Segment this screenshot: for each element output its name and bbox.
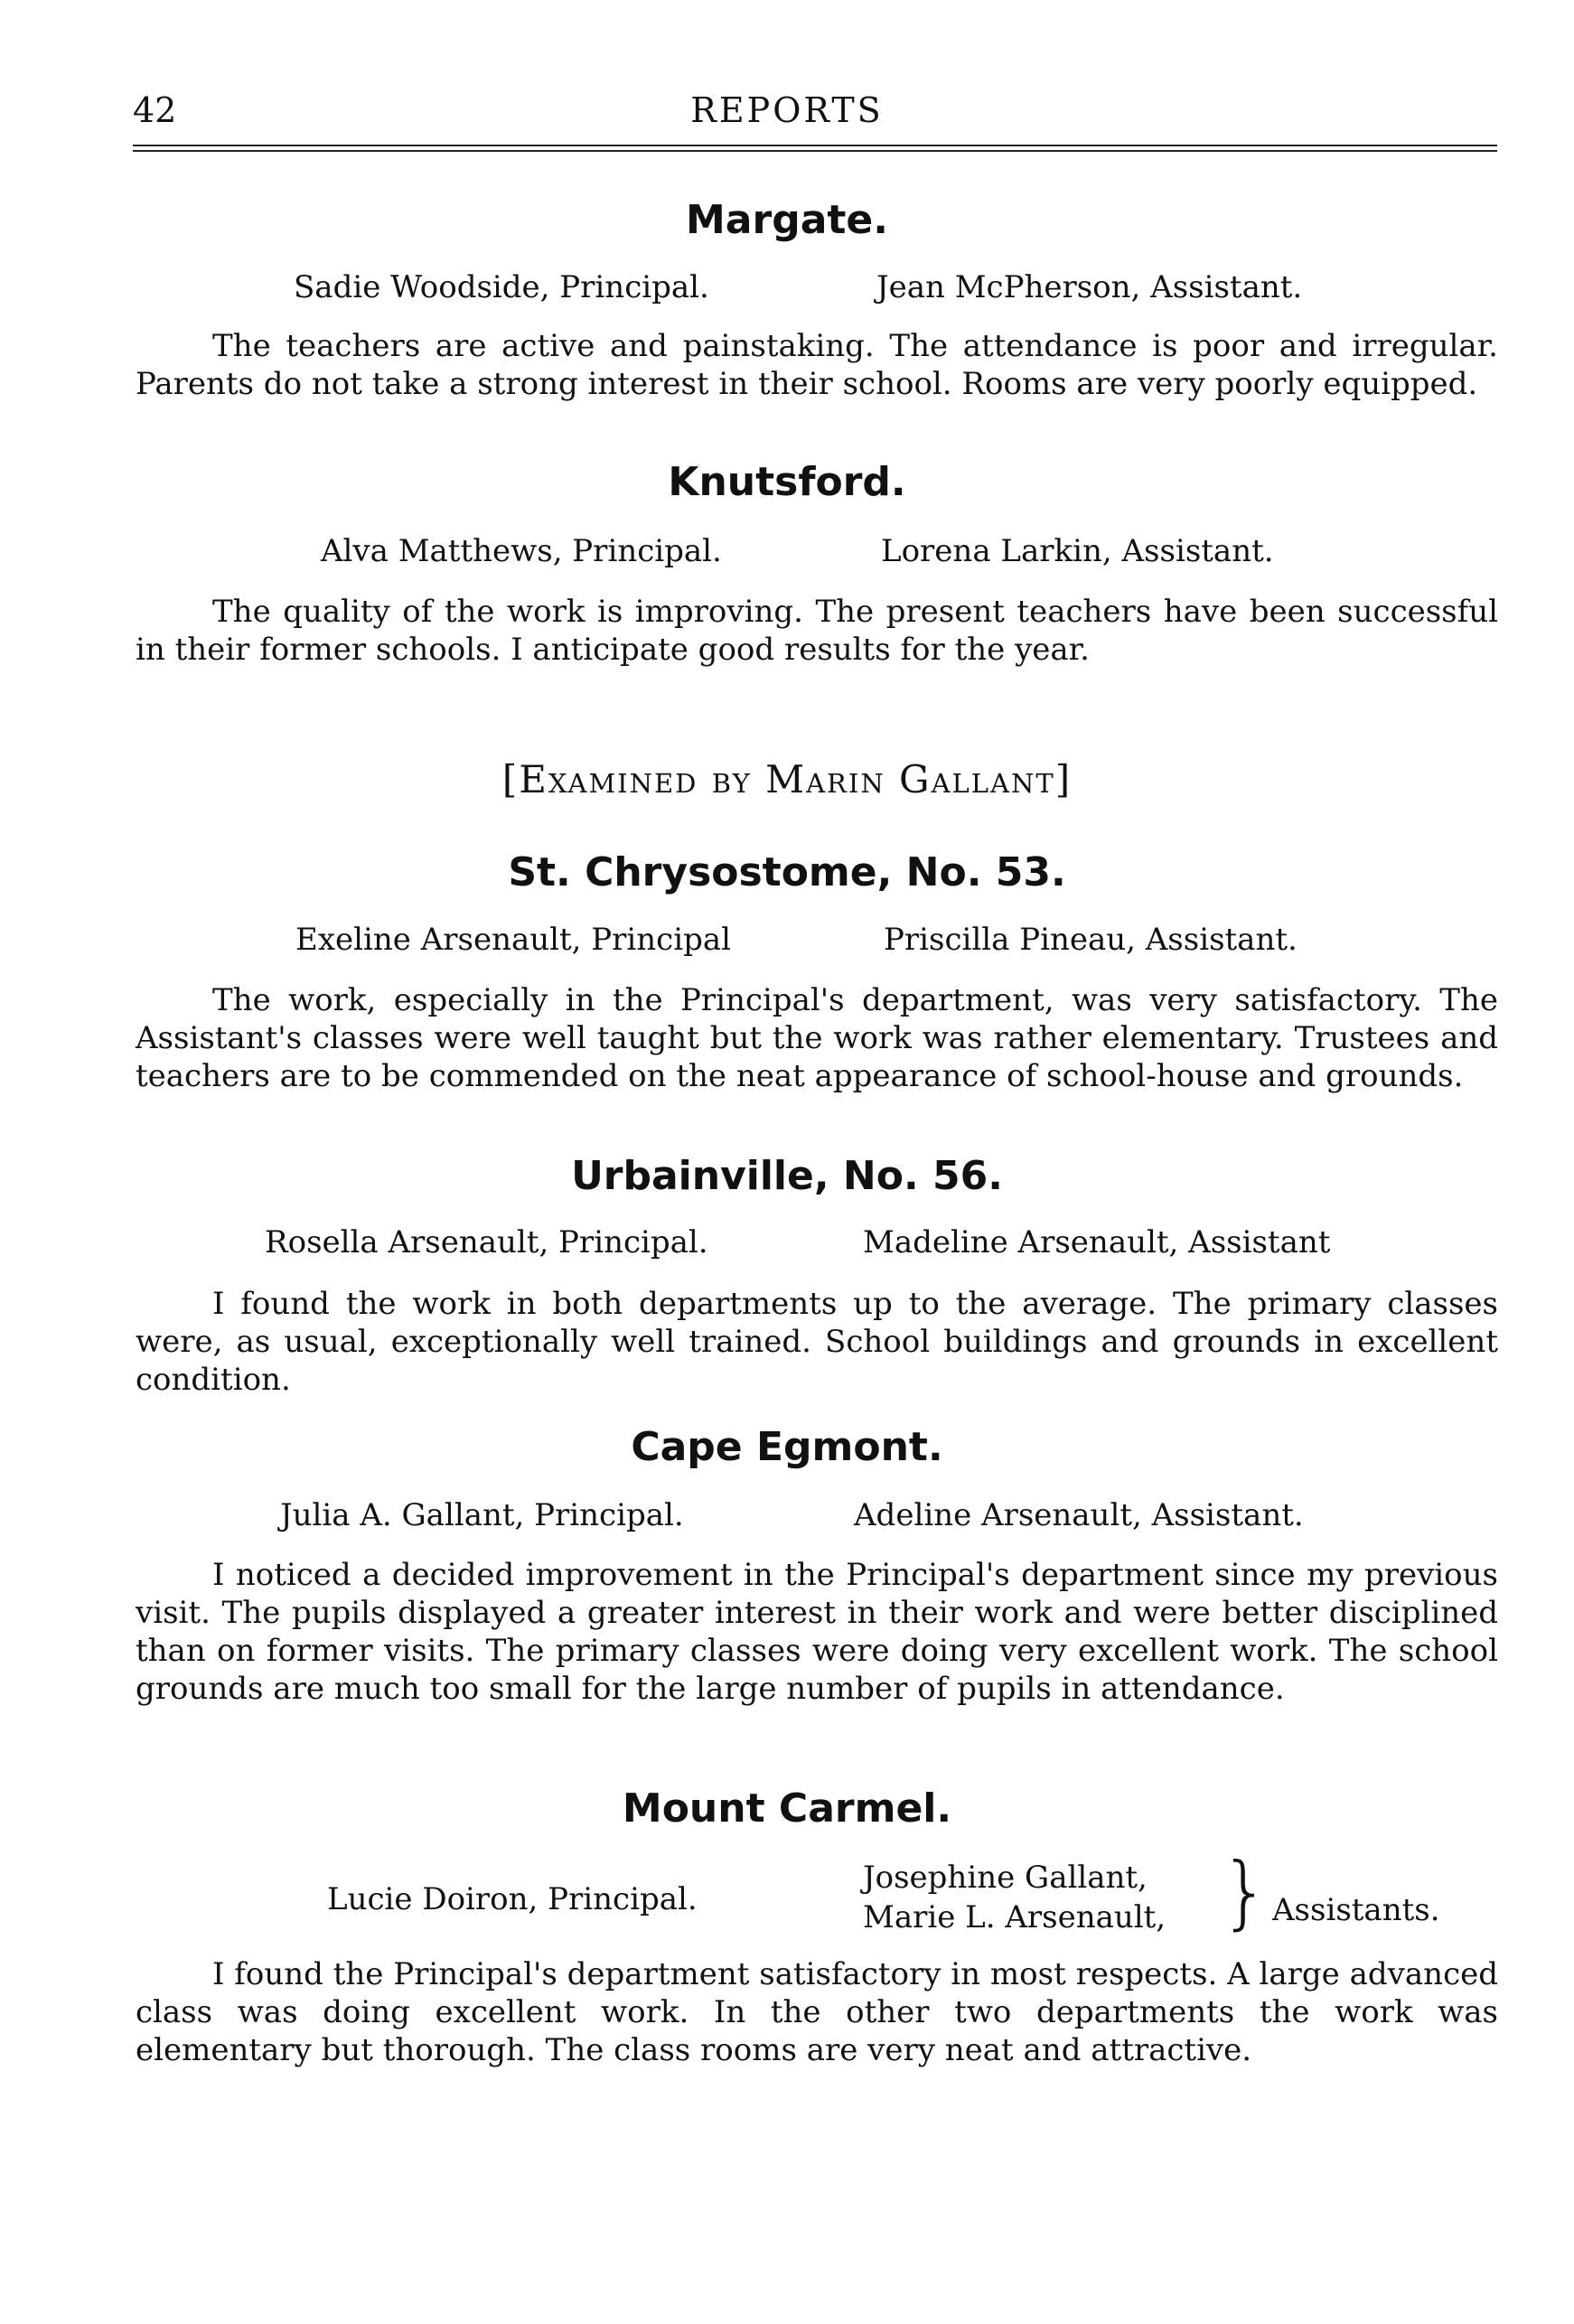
mount-carmel-assistants-label: Assistants. (1272, 1892, 1440, 1928)
knutsford-report: The quality of the work is improving. The present teachers have been successful in their former schools. I anticipate good results for the year. (136, 594, 1498, 668)
cape-egmont-principal: Julia A. Gallant, Principal. (280, 1497, 684, 1533)
margate-assistant: Jean McPherson, Assistant. (876, 269, 1303, 305)
margate-report: The teachers are active and painstaking. The attendance is poor and irregular. Parents do not take a strong interest in their school. Rooms are very poorly equipped. (136, 328, 1498, 402)
urbainville-report: I found the work in both departments up to the average. The primary classes were, as usual, exceptionally well trained. School buildings and grounds in excellent condition. (136, 1286, 1498, 1398)
mount-carmel-assistant-1: Josephine Gallant, (863, 1860, 1148, 1896)
urbainville-heading: Urbainville, No. 56. (571, 1153, 1003, 1199)
mount-carmel-report: I found the Principal's department satisfactory in most respects. A large advanced class was doing excellent work. In the other two departments the work was elementary but thorough. The class rooms are very neat and attractive. (136, 1956, 1498, 2068)
header-rule-top (133, 145, 1497, 146)
st-chrysostome-heading: St. Chrysostome, No. 53. (508, 849, 1066, 895)
st-chrysostome-principal: Exeline Arsenault, Principal (295, 922, 732, 958)
urbainville-principal: Rosella Arsenault, Principal. (265, 1224, 708, 1260)
urbainville-assistant: Madeline Arsenault, Assistant (863, 1224, 1331, 1260)
cape-egmont-report: I noticed a decided improvement in the Principal's department since my previous visit. The pupils displayed a greater interest in their work and were better disciplined than on former visits. The primary classes were doing very excellent work. The school grounds are much too small for the large number of pupils in attendance. (136, 1557, 1498, 1707)
st-chrysostome-assistant: Priscilla Pineau, Assistant. (884, 922, 1298, 958)
knutsford-principal: Alva Matthews, Principal. (321, 533, 722, 569)
header-rule-bottom (133, 150, 1497, 152)
mount-carmel-assistant-2: Marie L. Arsenault, (863, 1899, 1166, 1935)
running-head: REPORTS (690, 90, 884, 130)
brace-glyph: } (1220, 1845, 1270, 1938)
examiner-note: [Examined by Marin Gallant] (501, 757, 1073, 801)
knutsford-assistant: Lorena Larkin, Assistant. (881, 533, 1274, 569)
margate-principal: Sadie Woodside, Principal. (294, 269, 709, 305)
mount-carmel-principal: Lucie Doiron, Principal. (327, 1881, 698, 1917)
page-number: 42 (133, 90, 177, 130)
st-chrysostome-report: The work, especially in the Principal's department, was very satisfactory. The Assistant's classes were well taught but the work was rather elementary. Trustees and teachers are to be commended on the neat appearance of school-house and grounds. (136, 982, 1498, 1094)
cape-egmont-heading: Cape Egmont. (631, 1424, 943, 1470)
margate-heading: Margate. (686, 197, 888, 243)
mount-carmel-heading: Mount Carmel. (622, 1785, 952, 1832)
cape-egmont-assistant: Adeline Arsenault, Assistant. (854, 1497, 1304, 1533)
knutsford-heading: Knutsford. (668, 459, 906, 505)
